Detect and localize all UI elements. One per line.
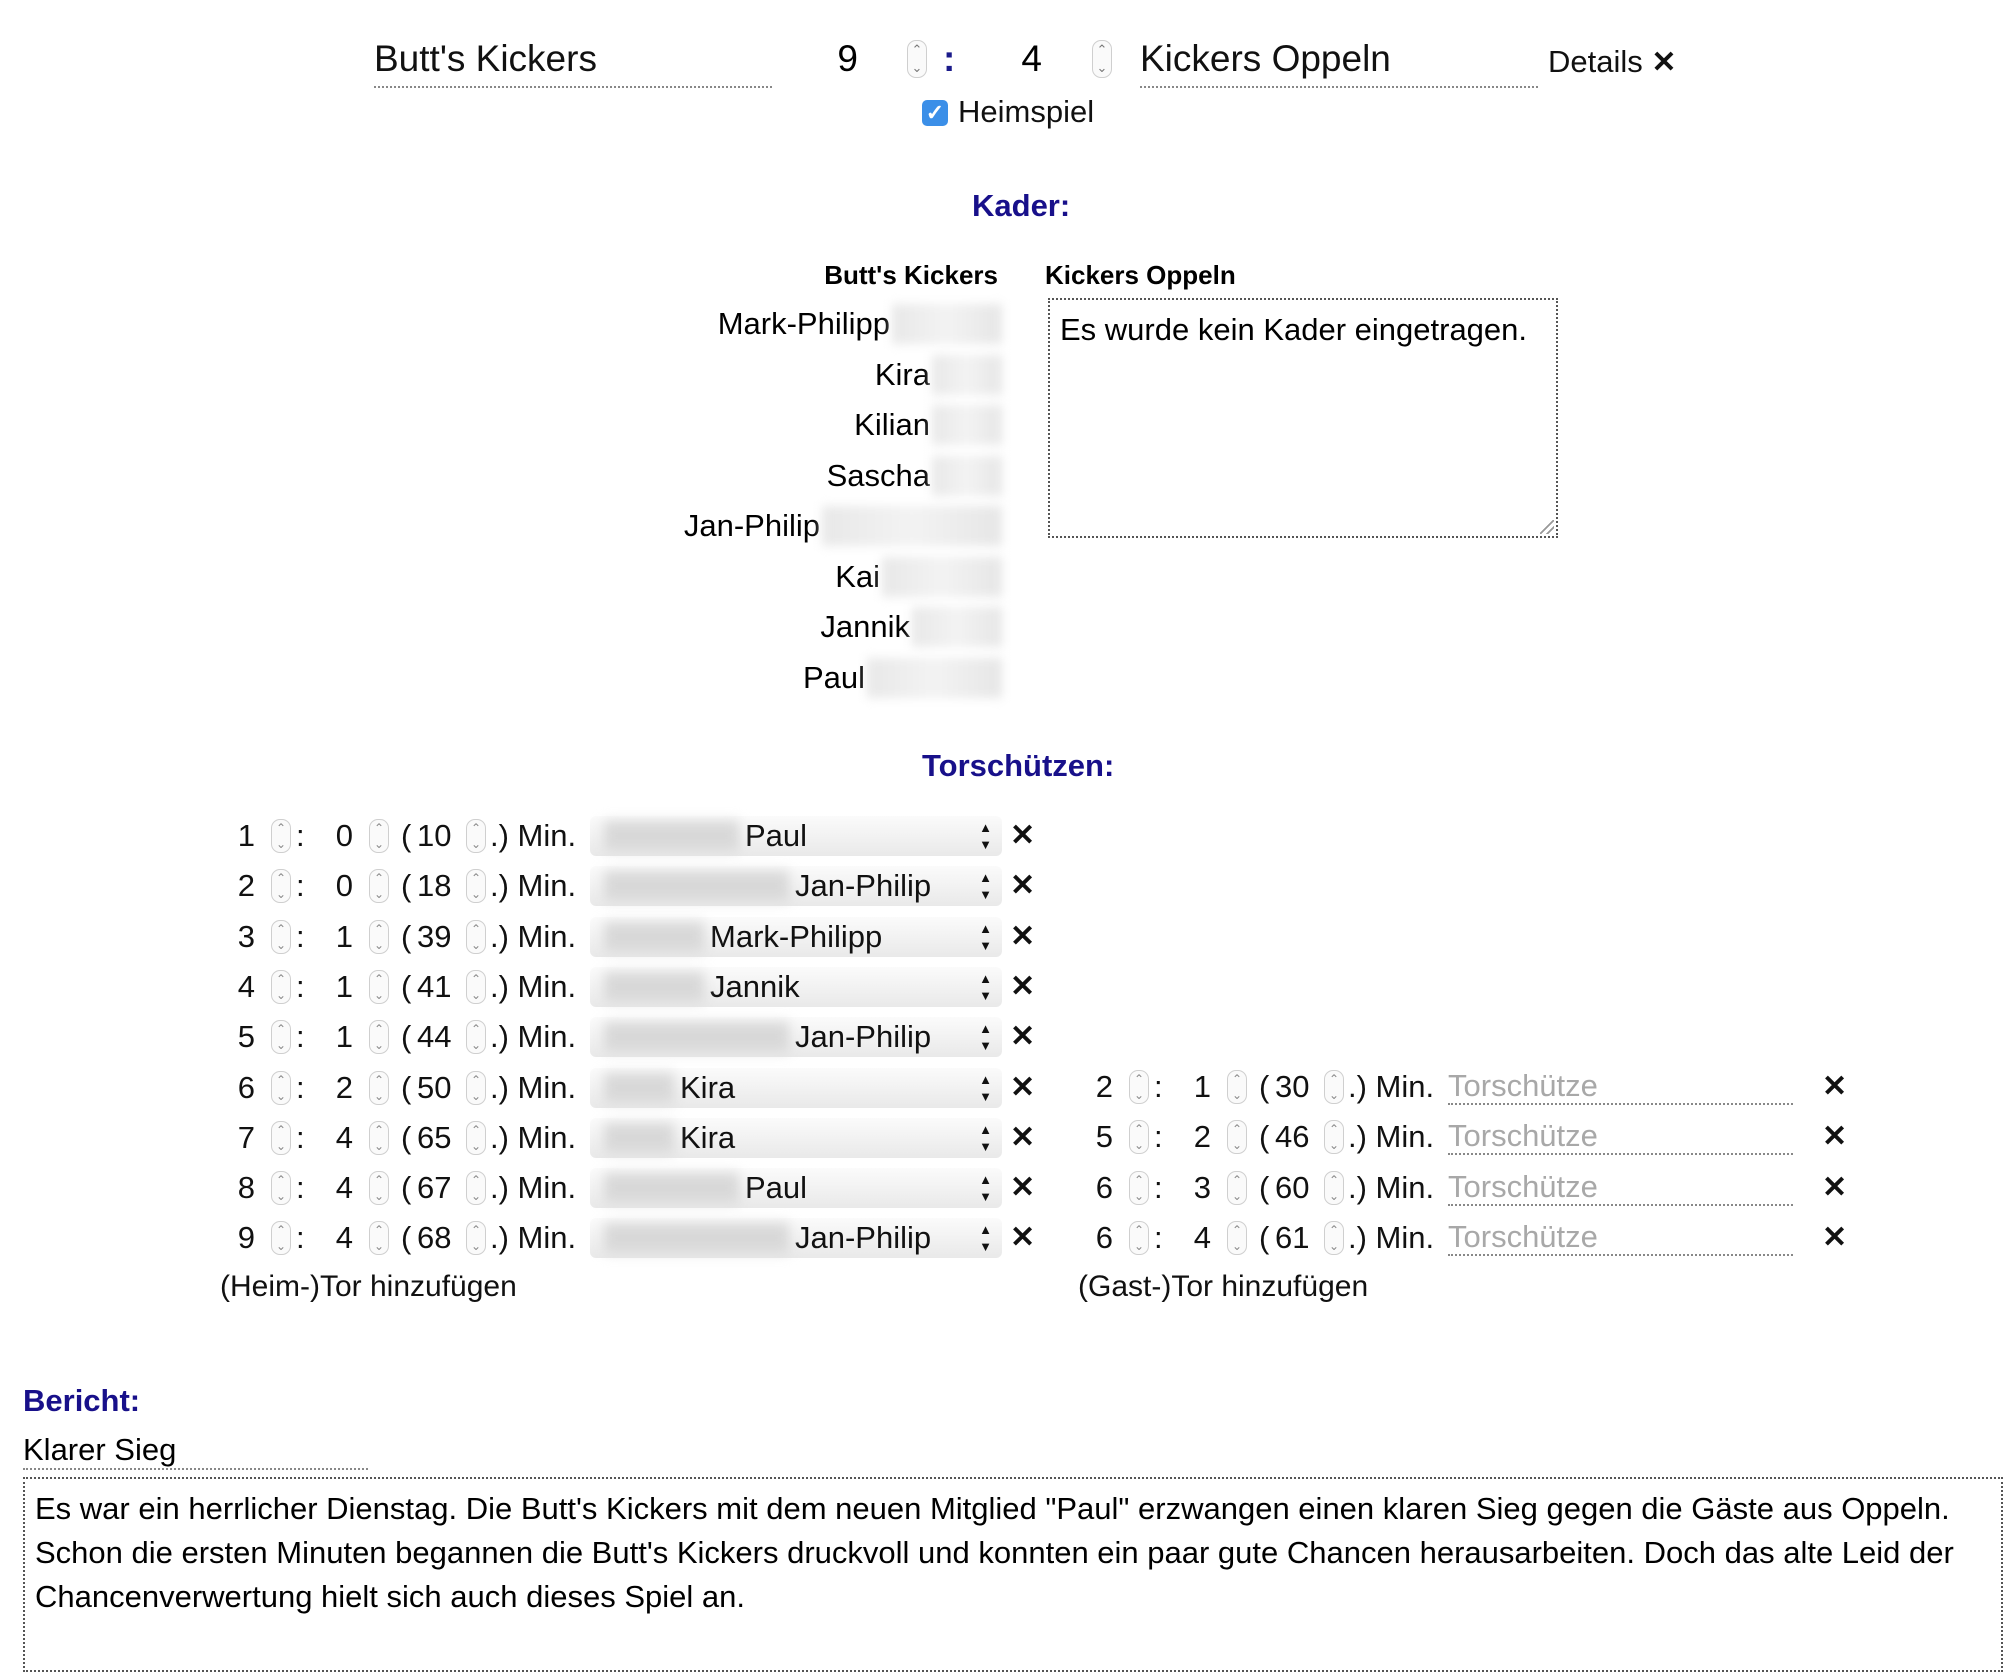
goal-minute-input[interactable]: 30 [1275,1069,1310,1104]
redacted-surname [912,607,1002,647]
remove-goal-icon[interactable]: ✕ [1822,1170,1848,1204]
stepper-spinner[interactable]: ⌃ ⌄ [466,1171,486,1205]
stepper-spinner[interactable]: ⌃ ⌄ [1324,1120,1344,1154]
kader-player-name: Mark-Philipp [717,306,890,341]
kader-player-name: Paul [802,659,865,695]
goal-home-count[interactable]: 2 [237,868,255,904]
stepper-spinner[interactable]: ⌃ ⌄ [466,869,486,903]
goal-minute-input[interactable]: 39 [417,918,452,954]
kader-player-name: Kilian [854,407,930,442]
minute-suffix: .) Min. [490,1069,577,1105]
minute-open-paren: ( [401,868,412,904]
goal-away-count[interactable]: 4 [1193,1219,1211,1255]
away-goal-row [0,1065,1900,1109]
goal-colon: : [296,868,305,904]
away-goal-row [0,1115,1900,1159]
stepper-spinner[interactable]: ⌃ ⌄ [271,1071,291,1105]
scorer-input[interactable]: Torschütze [1448,1166,1793,1206]
stepper-spinner[interactable]: ⌃ ⌄ [466,920,486,954]
stepper-spinner[interactable]: ⌃ ⌄ [466,819,486,853]
away-team-input[interactable]: Kickers Oppeln [1140,34,1538,88]
minute-open-paren: ( [401,1170,412,1206]
redacted-surname [604,821,739,851]
goal-home-count[interactable]: 5 [1095,1119,1113,1155]
stepper-spinner[interactable]: ⌃ ⌄ [466,1221,486,1255]
redacted-surname [892,304,1002,344]
stepper-spinner[interactable]: ⌃ ⌄ [1227,1221,1247,1255]
stepper-spinner[interactable]: ⌃ ⌄ [1324,1070,1344,1104]
stepper-spinner[interactable]: ⌃ ⌄ [1129,1171,1149,1205]
goal-colon: : [296,968,305,1004]
remove-goal-icon[interactable]: ✕ [1822,1120,1848,1154]
home-goal-row [0,915,1060,959]
select-arrows-icon: ▲ ▼ [979,1121,992,1154]
home-score-stepper[interactable]: ⌃ ⌄ [907,40,927,78]
kader-player [827,454,1002,498]
redacted-surname [604,972,704,1002]
kader-player [854,403,1002,447]
stepper-spinner[interactable]: ⌃ ⌄ [1324,1221,1344,1255]
goal-home-count[interactable]: 1 [237,818,255,853]
goal-away-count[interactable]: 4 [335,1119,353,1155]
remove-goal-icon[interactable]: ✕ [1822,1220,1848,1254]
scorer-select[interactable] [590,866,1002,906]
kader-away-header: Kickers Oppeln [1045,260,1236,290]
remove-goal-icon[interactable]: ✕ [1010,1171,1036,1205]
away-goal-row [0,1166,1900,1210]
select-arrows-icon: ▲ ▼ [979,1172,992,1205]
stepper-spinner[interactable]: ⌃ ⌄ [1129,1120,1149,1154]
stepper-spinner[interactable]: ⌃ ⌄ [466,1020,486,1054]
stepper-spinner[interactable]: ⌃ ⌄ [1227,1070,1247,1104]
score-separator: : [943,38,956,79]
minute-suffix: .) Min. [490,968,577,1004]
goal-away-count[interactable]: 4 [335,1220,353,1256]
kader-player [820,605,1002,649]
details-close-button[interactable] [1548,44,1677,80]
stepper-spinner[interactable]: ⌃ ⌄ [369,1071,389,1105]
scorer-select[interactable] [590,917,1002,957]
scorer-name: Jan-Philip [795,1019,932,1055]
kader-title: Kader: [972,188,1071,223]
goal-colon: : [1154,1169,1163,1205]
scorer-name: Kira [680,1119,736,1155]
scorer-name: Jan-Philip [795,1220,932,1256]
away-goal-row [0,1216,1900,1260]
kader-player [835,555,1002,599]
home-score-input[interactable]: 9 [837,38,858,79]
scorer-name: Mark-Philipp [710,918,883,954]
goal-minute-input[interactable]: 46 [1275,1119,1310,1155]
remove-goal-icon[interactable]: ✕ [1010,869,1036,903]
remove-goal-icon[interactable]: ✕ [1822,1070,1848,1103]
redacted-surname [932,456,1002,496]
minute-open-paren: ( [1259,1119,1270,1155]
stepper-spinner[interactable]: ⌃ ⌄ [271,1020,291,1054]
scorer-input[interactable]: Torschütze [1448,1115,1793,1155]
goal-home-count[interactable]: 2 [1095,1069,1113,1104]
stepper-spinner[interactable]: ⌃ ⌄ [369,1171,389,1205]
scorer-name: Kira [680,1069,736,1105]
goal-colon: : [1154,1069,1163,1104]
scorer-select[interactable] [590,967,1002,1007]
kader-player [684,504,1002,548]
goal-home-count[interactable]: 8 [237,1170,255,1206]
redacted-surname [604,1022,789,1052]
stepper-spinner[interactable]: ⌃ ⌄ [466,1121,486,1155]
kader-player-name: Sascha [826,457,930,493]
goal-colon: : [296,1220,305,1256]
kader-player-name: Jan-Philip [683,508,820,543]
goal-colon: : [296,1019,305,1055]
redacted-surname [604,922,704,952]
scorer-select[interactable] [590,1017,1002,1057]
minute-suffix: .) Min. [490,1220,577,1256]
stepper-spinner[interactable]: ⌃ ⌄ [271,1171,291,1205]
goal-colon: : [1154,1119,1163,1155]
redacted-surname [882,557,1002,597]
minute-suffix: .) Min. [1348,1219,1435,1255]
goal-minute-input[interactable]: 50 [417,1069,452,1105]
goal-away-count[interactable]: 4 [335,1170,353,1206]
minute-suffix: .) Min. [490,818,577,853]
report-headline-input[interactable]: Klarer Sieg [23,1428,368,1470]
kader-player [803,656,1002,700]
stepper-spinner[interactable]: ⌃ ⌄ [369,920,389,954]
goal-colon: : [296,1069,305,1105]
kader-away-text: Es wurde kein Kader eingetragen. [1060,312,1528,347]
stepper-spinner[interactable]: ⌃ ⌄ [271,869,291,903]
stepper-spinner[interactable]: ⌃ ⌄ [1324,1171,1344,1205]
stepper-spinner[interactable]: ⌃ ⌄ [1227,1120,1247,1154]
kader-away-textarea[interactable] [1048,298,1558,538]
goal-away-count[interactable]: 2 [335,1069,353,1105]
select-arrows-icon: ▲ ▼ [979,1222,992,1255]
home-goal-row [0,965,1060,1009]
remove-goal-icon[interactable]: ✕ [1010,1221,1036,1255]
scorer-name: Paul [745,818,808,853]
stepper-spinner[interactable]: ⌃ ⌄ [271,970,291,1004]
minute-open-paren: ( [401,1069,412,1105]
redacted-surname [932,355,1002,395]
goal-away-count[interactable]: 0 [335,868,353,904]
goal-home-count[interactable]: 4 [237,968,255,1004]
scorer-name: Paul [745,1170,808,1206]
remove-goal-icon[interactable]: ✕ [1010,1070,1036,1104]
minute-open-paren: ( [1259,1169,1270,1205]
minute-suffix: .) Min. [490,918,577,954]
kader-player-name: Jannik [820,609,910,644]
select-arrows-icon: ▲ ▼ [979,1071,992,1104]
kader-player-name: Kai [835,558,880,594]
minute-open-paren: ( [1259,1219,1270,1255]
minute-suffix: .) Min. [490,1170,577,1206]
minute-open-paren: ( [401,818,412,853]
stepper-spinner[interactable]: ⌃ ⌄ [1129,1221,1149,1255]
goal-minute-input[interactable]: 68 [417,1220,452,1256]
select-arrows-icon: ▲ ▼ [979,1021,992,1054]
goal-minute-input[interactable]: 67 [417,1170,452,1206]
details-label: Details [1548,44,1643,79]
goal-home-count[interactable]: 5 [237,1019,255,1055]
stepper-spinner[interactable]: ⌃ ⌄ [369,970,389,1004]
redacted-surname [822,506,1002,546]
goal-home-count[interactable]: 6 [1095,1169,1113,1205]
goal-away-count[interactable]: 2 [1193,1119,1211,1155]
goal-home-count[interactable]: 9 [237,1220,255,1256]
goal-minute-input[interactable]: 41 [417,968,452,1004]
goal-minute-input[interactable]: 10 [417,818,452,853]
kader-player-name: Kira [874,356,930,392]
scorer-input[interactable]: Torschütze [1448,1216,1793,1256]
stepper-spinner[interactable]: ⌃ ⌄ [369,819,389,853]
goal-home-count[interactable]: 3 [237,918,255,954]
home-game-checkbox[interactable]: ✓ [922,100,948,126]
minute-open-paren: ( [401,1220,412,1256]
report-body-textarea[interactable]: Es war ein herrlicher Dienstag. Die Butt's Kickers mit dem neuen Mitglied "Paul" erzwangen einen klaren Sieg gegen die Gäste aus Oppeln. Schon die ersten Minuten begannen die Butt's Kickers druckvoll und konnten ein paar gute Chancen herausarbeiten. Doch das alte Leid der Chancenverwertung hielt sich auch dieses Spiel an. [23,1477,2003,1672]
stepper-spinner[interactable]: ⌃ ⌄ [369,1121,389,1155]
away-score-input[interactable]: 4 [1021,38,1042,79]
goal-colon: : [296,918,305,954]
goal-away-count[interactable]: 0 [335,818,353,853]
select-arrows-icon: ▲ ▼ [979,870,992,903]
stepper-spinner[interactable]: ⌃ ⌄ [271,1221,291,1255]
goal-minute-input[interactable]: 65 [417,1119,452,1155]
minute-open-paren: ( [401,918,412,954]
minute-suffix: .) Min. [490,1119,577,1155]
kader-player [718,302,1002,346]
minute-open-paren: ( [1259,1069,1270,1104]
stepper-spinner[interactable]: ⌃ ⌄ [271,819,291,853]
select-arrows-icon: ▲ ▼ [979,920,992,953]
home-goal-row [0,864,1060,908]
goal-away-count[interactable]: 1 [335,968,353,1004]
goal-colon: : [296,818,305,853]
report-title: Bericht: [23,1383,141,1418]
remove-goal-icon[interactable]: ✕ [1010,819,1036,852]
stepper-spinner[interactable]: ⌃ ⌄ [271,920,291,954]
kader-home-header: Butt's Kickers [824,260,998,290]
home-goal-row [0,814,1060,858]
kader-player [875,353,1002,397]
redacted-surname [932,405,1002,445]
select-arrows-icon: ▲ ▼ [979,970,992,1003]
stepper-spinner[interactable]: ⌃ ⌄ [369,869,389,903]
scorer-name: Jannik [710,968,800,1004]
resize-grip-icon[interactable] [1540,520,1554,534]
minute-suffix: .) Min. [490,1019,577,1055]
stepper-spinner[interactable]: ⌃ ⌄ [466,970,486,1004]
stepper-spinner[interactable]: ⌃ ⌄ [1129,1070,1149,1104]
minute-open-paren: ( [401,968,412,1004]
goal-away-count[interactable]: 1 [1193,1069,1211,1104]
minute-open-paren: ( [401,1119,412,1155]
redacted-surname [604,871,789,901]
stepper-spinner[interactable]: ⌃ ⌄ [369,1020,389,1054]
remove-goal-icon[interactable]: ✕ [1010,1120,1036,1154]
remove-goal-icon[interactable]: ✕ [1010,969,1036,1003]
goal-colon: : [1154,1219,1163,1255]
stepper-spinner[interactable]: ⌃ ⌄ [1227,1171,1247,1205]
away-score-stepper[interactable]: ⌃ ⌄ [1092,40,1112,78]
scorer-select[interactable] [590,816,1002,856]
select-arrows-icon: ▲ ▼ [979,820,992,852]
goal-away-count[interactable]: 1 [335,1019,353,1055]
goals-title: Torschützen: [922,748,1115,783]
goal-home-count[interactable]: 7 [237,1119,255,1155]
goal-home-count[interactable]: 6 [237,1069,255,1105]
remove-goal-icon[interactable]: ✕ [1010,1020,1036,1054]
goal-colon: : [296,1119,305,1155]
scorer-input[interactable]: Torschütze [1448,1065,1793,1105]
goal-away-count[interactable]: 1 [335,918,353,954]
goal-minute-input[interactable]: 44 [417,1019,452,1055]
stepper-spinner[interactable]: ⌃ ⌄ [466,1071,486,1105]
close-icon: ✕ [1651,46,1677,79]
goal-minute-input[interactable]: 61 [1275,1219,1310,1255]
minute-open-paren: ( [401,1019,412,1055]
minute-suffix: .) Min. [1348,1119,1435,1155]
remove-goal-icon[interactable]: ✕ [1010,919,1036,953]
home-game-label: Heimspiel [958,94,1095,129]
goal-home-count[interactable]: 6 [1095,1219,1113,1255]
redacted-surname [867,658,1002,698]
stepper-spinner[interactable]: ⌃ ⌄ [369,1221,389,1255]
goal-away-count[interactable]: 3 [1193,1169,1211,1205]
add-home-goal-link[interactable]: (Heim-)Tor hinzufügen [220,1270,517,1303]
home-team-input[interactable]: Butt's Kickers [374,34,772,88]
goal-minute-input[interactable]: 18 [417,868,452,904]
goal-colon: : [296,1170,305,1206]
scorer-name: Jan-Philip [795,868,932,904]
minute-suffix: .) Min. [1348,1169,1435,1205]
minute-suffix: .) Min. [490,868,577,904]
stepper-spinner[interactable]: ⌃ ⌄ [271,1121,291,1155]
add-away-goal-link[interactable]: (Gast-)Tor hinzufügen [1078,1270,1369,1303]
goal-minute-input[interactable]: 60 [1275,1169,1310,1205]
minute-suffix: .) Min. [1348,1069,1435,1104]
home-goal-row [0,1015,1060,1059]
